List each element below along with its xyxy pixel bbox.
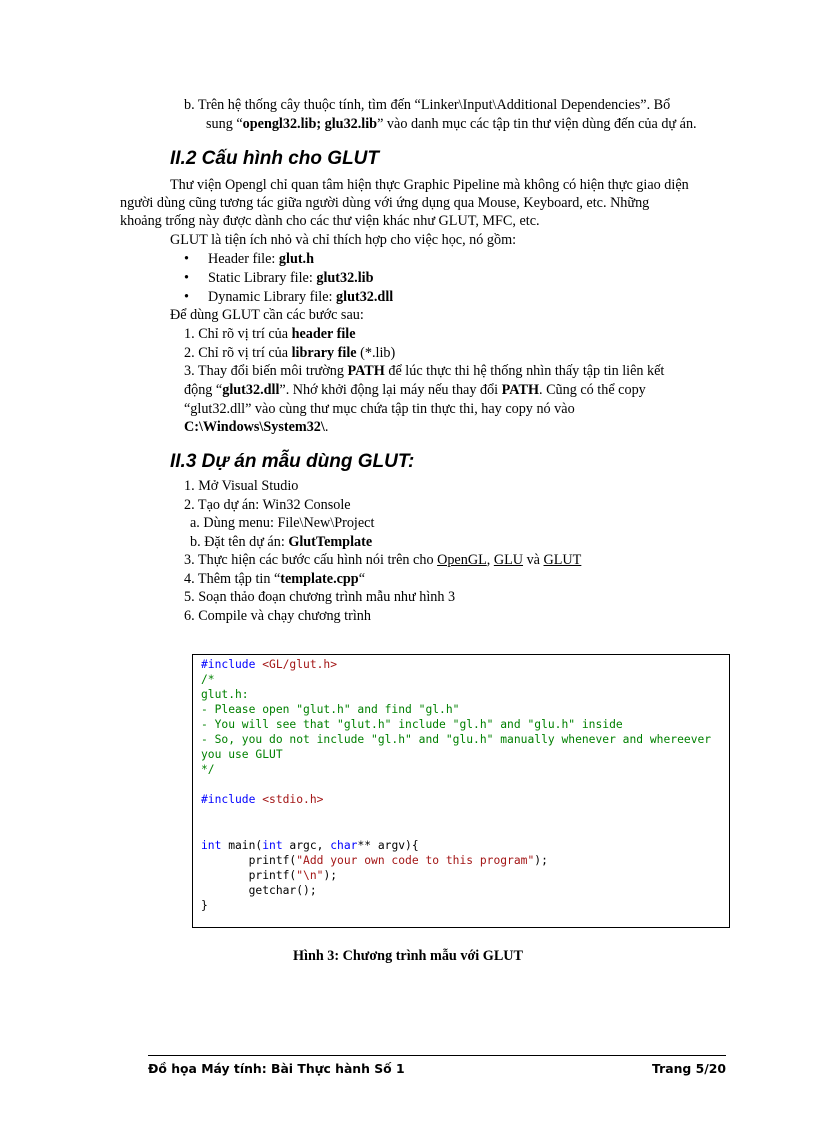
step-3-line3: “glut32.dll” vào cùng thư mục chứa tập tin thực thi, hay copy nó vào <box>184 401 575 417</box>
link-glut[interactable]: GLUT <box>543 552 582 568</box>
code-listing: #include <GL/glut.h> /* glut.h: - Please open "glut.h" and find "gl.h" - You will see that "glut.h" include "gl.h" and "glu.h" inside - So, you do not include "gl.h" and "glu.h" manually whenever and whereever you use GLUT */ #include <stdio.h> int main(int argc, char** argv){ printf("Add your own code to this program"); printf("\n"); getchar(); } <box>201 658 712 912</box>
project-step-6: 6. Compile và chạy chương trình <box>184 608 371 624</box>
project-step-3: 3. Thực hiện các bước cấu hình nói trên cho OpenGL, GLU và GLUT <box>184 552 582 568</box>
project-step-1: 1. Mở Visual Studio <box>184 478 299 494</box>
intro-b-line2: sung “opengl32.lib; glu32.lib” vào danh mục các tập tin thư viện dùng đến của dự án. <box>206 116 697 132</box>
glut-para1-line1: Thư viện Opengl chỉ quan tâm hiện thực Graphic Pipeline mà không có hiện thực giao diện <box>170 177 689 193</box>
step-2: 2. Chỉ rõ vị trí của library file (*.lib) <box>184 345 396 361</box>
section-heading-project: II.3 Dự án mẫu dùng GLUT: <box>170 451 415 472</box>
project-step-5: 5. Soạn thảo đoạn chương trình mẫu như hình 3 <box>184 589 456 605</box>
step-3-line4: C:\Windows\System32\. <box>184 419 329 435</box>
project-step-4: 4. Thêm tập tin “template.cpp“ <box>184 571 366 587</box>
bullet-icon: • <box>184 270 189 286</box>
glut-para1-line2: người dùng cũng tương tác giữa người dùng với ứng dụng qua Mouse, Keyboard, etc. Những <box>120 195 650 211</box>
figure-caption: Hình 3: Chương trình mẫu với GLUT <box>293 948 523 964</box>
step-1: 1. Chỉ rõ vị trí của header file <box>184 326 356 342</box>
project-step-2b: b. Đặt tên dự án: GlutTemplate <box>190 534 373 550</box>
link-opengl[interactable]: OpenGL <box>437 552 487 568</box>
glut-para1-line3: khoảng trống này được dành cho các thư viện khác như GLUT, MFC, etc. <box>120 213 540 229</box>
footer-page-number: Trang 5/20 <box>652 1061 726 1076</box>
footer-divider <box>148 1055 726 1056</box>
bullet-item-static-lib: • Static Library file: glut32.lib <box>184 270 374 286</box>
glut-para2: GLUT là tiện ích nhỏ và chỉ thích hợp cho việc học, nó gồm: <box>170 232 517 248</box>
steps-intro: Để dùng GLUT cần các bước sau: <box>170 307 364 323</box>
bullet-item-dynamic-lib: • Dynamic Library file: glut32.dll <box>184 289 394 305</box>
link-glu[interactable]: GLU <box>493 552 524 568</box>
bullet-icon: • <box>184 251 189 267</box>
project-step-2: 2. Tạo dự án: Win32 Console <box>184 497 351 513</box>
step-3-line2: động “glut32.dll”. Nhớ khởi động lại máy nếu thay đổi PATH. Cũng có thể copy <box>184 382 646 398</box>
bullet-item-header: • Header file: glut.h <box>184 251 314 267</box>
footer-title: Đồ họa Máy tính: Bài Thực hành Số 1 <box>148 1061 405 1076</box>
project-step-2a: a. Dùng menu: File\New\Project <box>190 515 375 531</box>
section-heading-glut: II.2 Cấu hình cho GLUT <box>170 148 379 169</box>
intro-b-line1: b. Trên hệ thống cây thuộc tính, tìm đến “Linker\Input\Additional Dependencies”. Bổ <box>184 97 671 113</box>
step-3-line1: 3. Thay đổi biến môi trường PATH để lúc thực thi hệ thống nhìn thấy tập tin liên kết <box>184 363 665 379</box>
bullet-icon: • <box>184 289 189 305</box>
